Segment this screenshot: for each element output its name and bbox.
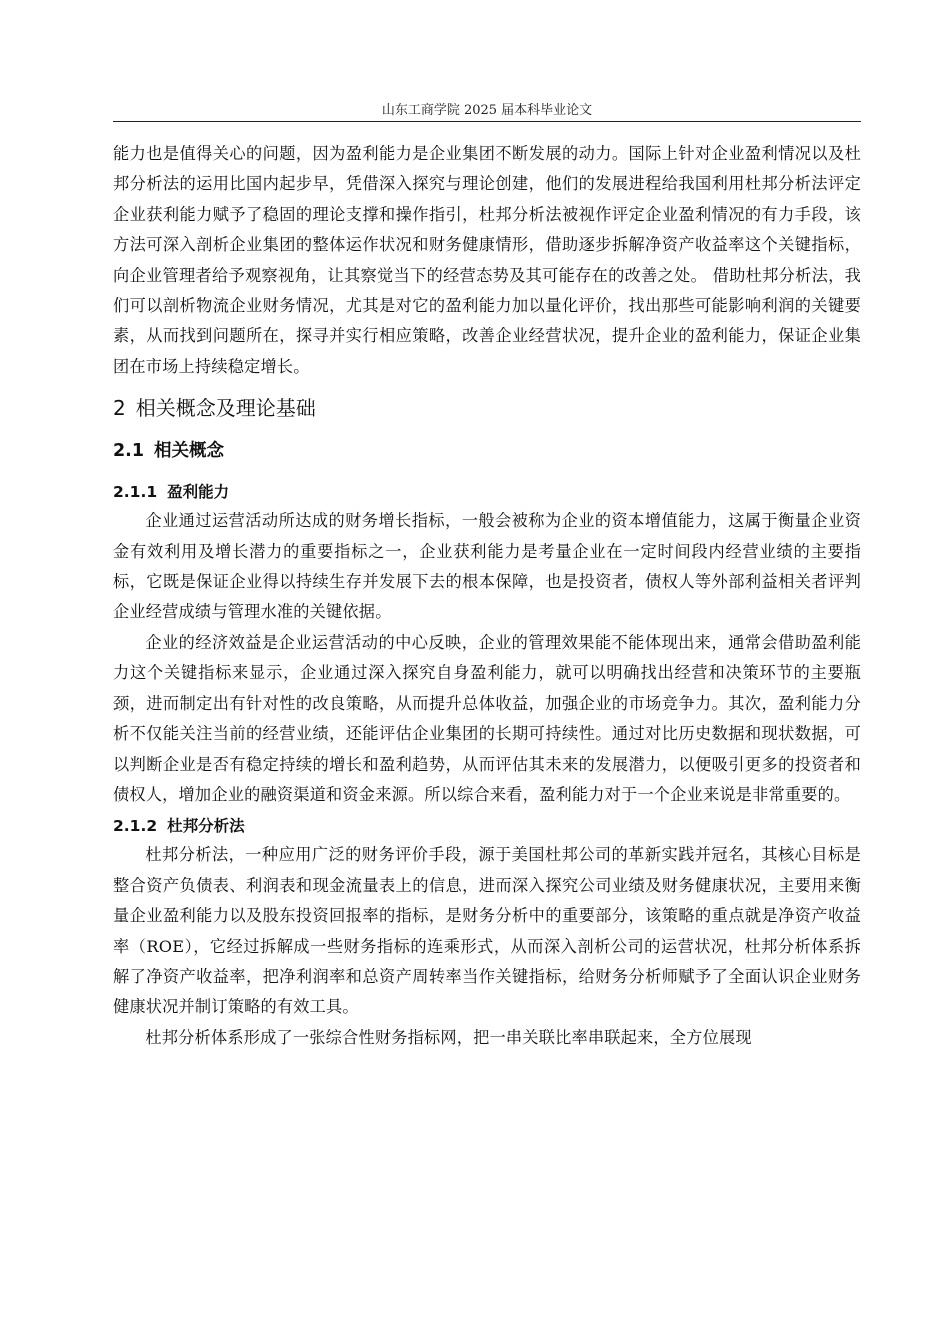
page-content bbox=[113, 139, 861, 1053]
section-title: 盈利能力 bbox=[167, 483, 230, 502]
section-heading-2 bbox=[113, 392, 861, 424]
intro-paragraph: 能力也是值得关心的问题，因为盈利能力是企业集团不断发展的动力。国际上针对企业盈利情况以及杜邦分析法的运用比国内起步早，凭借深入探究与理论创建，他们的发展进程给我国利用杜邦分析法评定企业获利能力赋予了稳固的理论支撑和操作指引，杜邦分析法被视作评定企业盈利情况的有力手段，该方法可深入剖析企业集团的整体运作状况和财务健康情形，借助逐步拆解净资产收益率这个关键指标，向企业管理者给予观察视角，让其察觉当下的经营态势及其可能存在的改善之处。 借助杜邦分析法，我们可以剖析物流企业财务情况，尤其是对它的盈利能力加以量化评价，找出那些可能影响利润的关键要素，从而找到问题所在，探寻并实行相应策略，改善企业经营状况，提升企业的盈利能力，保证企业集团在市场上持续稳定增长。 bbox=[113, 144, 861, 376]
section-title: 相关概念及理论基础 bbox=[135, 396, 316, 421]
section-heading-2-1 bbox=[113, 436, 861, 466]
section-number: 2 bbox=[113, 396, 126, 421]
section-heading-2-1-1 bbox=[113, 478, 861, 506]
section-heading-2-1-2 bbox=[113, 812, 861, 840]
body-paragraph: 杜邦分析体系形成了一张综合性财务指标网，把一串关联比率串联起来，全方位展现 bbox=[145, 1027, 752, 1047]
section-title: 杜邦分析法 bbox=[167, 817, 245, 836]
section-number: 2.1.2 bbox=[113, 817, 158, 836]
running-header: 山东工商学院 2025 届本科毕业论文 bbox=[381, 103, 593, 118]
body-paragraph: 杜邦分析法，一种应用广泛的财务评价手段，源于美国杜邦公司的革新实践并冠名，其核心目标是整合资产负债表、利润表和现金流量表上的信息，进而深入探究公司业绩及财务健康状况，主要用来衡量企业盈利能力以及股东投资回报率的指标，是财务分析中的重要部分，该策略的重点就是净资产收益率（ROE），它经过拆解成一些财务指标的连乘形式，从而深入剖析公司的运营状况，杜邦分析体系拆解了净资产收益率，把净利润率和总资产周转率当作关键指标，给财务分析师赋予了全面认识企业财务健康状况并制订策略的有效工具。 bbox=[113, 845, 861, 1017]
section-number: 2.1.1 bbox=[113, 483, 158, 502]
section-title: 相关概念 bbox=[154, 441, 225, 462]
header-rule bbox=[113, 121, 861, 122]
body-paragraph: 企业的经济效益是企业运营活动的中心反映，企业的管理效果能不能体现出来，通常会借助盈利能力这个关键指标来显示，企业通过深入探究自身盈利能力，就可以明确找出经营和决策环节的主要瓶颈，进而制定出有针对性的改良策略，从而提升总体收益，加强企业的市场竞争力。其次，盈利能力分析不仅能关注当前的经营业绩，还能评估企业集团的长期可持续性。通过对比历史数据和现状数据，可以判断企业是否有稳定持续的增长和盈利趋势，从而评估其未来的发展潜力，以便吸引更多的投资者和债权人，增加企业的融资渠道和资金来源。所以综合来看，盈利能力对于一个企业来说是非常重要的。 bbox=[113, 632, 861, 804]
body-paragraph: 企业通过运营活动所达成的财务增长指标，一般会被称为企业的资本增值能力，这属于衡量企业资金有效利用及增长潜力的重要指标之一，企业获利能力是考量企业在一定时间段内经营业绩的主要指标，它既是保证企业得以持续生存并发展下去的根本保障，也是投资者，债权人等外部利益相关者评判企业经营成绩与管理水准的关键依据。 bbox=[113, 511, 861, 622]
section-number: 2.1 bbox=[113, 441, 145, 462]
